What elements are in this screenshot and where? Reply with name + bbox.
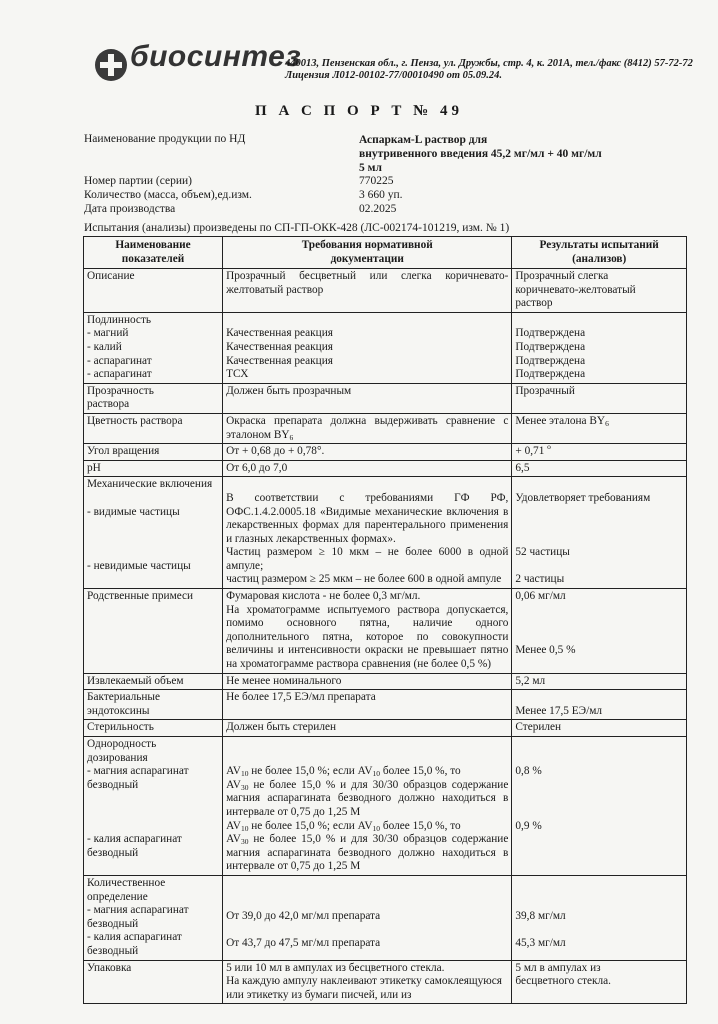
table-row [84,960,687,1004]
row-requirement: Не более 17,5 ЕЭ/мл препарата [223,690,512,720]
table-header-row [84,237,687,269]
quantity-label: Количество (масса, объем),ед.изм. [84,189,252,201]
spec-table [83,236,687,1004]
tests-line: Испытания (анализы) произведены по СП-ГП-ОКК-428 (ЛС-002174-101219, изм. № 1) [84,222,510,234]
row-result: Менее эталона $BY_6$ [512,413,687,443]
table-row [84,460,687,477]
row-requirement: Должен быть стерилен [223,720,512,737]
header-requirements: Требования нормативной документации [223,237,512,269]
row-name: Бактериальные эндотоксины [84,690,223,720]
row-requirement: Качественная реакция Качественная реакция Качественная реакция ТСХ [223,312,512,383]
row-requirement: 5 или 10 мл в ампулах из бесцветного стекла. На каждую ампулу наклеивают этикетку самоклеящуюся или этикетку из бумаги писчей, или из [223,960,512,1004]
batch-value: 770225 [359,175,394,187]
product-label: Наименование продукции по НД [84,133,246,145]
license-line: Лицензия Л012-00102-77/00010490 от 05.09.24. [285,70,502,81]
row-result: Стерилен [512,720,687,737]
row-result: Прозрачный [512,383,687,413]
date-value: 02.2025 [359,203,397,215]
row-requirement: Не менее номинального [223,673,512,690]
table-row [84,477,687,589]
row-name: Прозрачность раствора [84,383,223,413]
page-title: П А С П О Р Т № 49 [255,103,463,119]
table-row [84,413,687,443]
company-logo-icon [94,48,128,82]
row-result: 39,8 мг/мл 45,3 мг/мл [512,875,687,960]
row-name: Цветность раствора [84,413,223,443]
product-line: 5 мл [359,162,382,174]
row-result: 5 мл в ампулах из бесцветного стекла. [512,960,687,1004]
table-row [84,673,687,690]
row-result: Менее 17,5 ЕЭ/мл [512,690,687,720]
table-row [84,720,687,737]
row-requirement: Прозрачный бесцветный или слегка коричневато-желтоватый раствор [223,269,512,313]
header-results: Результаты испытаний (анализов) [512,237,687,269]
company-address [285,58,693,82]
table-row [84,589,687,674]
row-name: Подлинность - магний - калий - аспарагинат - аспарагинат [84,312,223,383]
header-name: Наименование показателей [84,237,223,269]
row-name: Описание [84,269,223,313]
row-result: Удовлетворяет требованиям 52 частицы 2 частицы [512,477,687,589]
table-row [84,269,687,313]
date-label: Дата производства [84,203,176,215]
company-name: биосинтез [130,40,302,73]
row-name: Угол вращения [84,444,223,461]
address-line: 440013, Пензенская обл., г. Пенза, ул. Дружбы, стр. 4, к. 201А, тел./факс (8412) 57-72-72 [285,58,693,69]
quantity-value: 3 660 уп. [359,189,403,201]
table-row [84,690,687,720]
product-line: внутривенного введения 45,2 мг/мл + 40 мг/мл [359,148,602,160]
row-name: pH [84,460,223,477]
product-line: Аспаркам-L раствор для [359,134,488,146]
row-result: 6,5 [512,460,687,477]
row-name: Родственные примеси [84,589,223,674]
row-name: Извлекаемый объем [84,673,223,690]
row-result: + 0,71 $^o$ [512,444,687,461]
row-requirement: От 39,0 до 42,0 мг/мл препарата От 43,7 до 47,5 мг/мл препарата [223,875,512,960]
row-name: Механические включения - видимые частицы - невидимые частицы [84,477,223,589]
batch-label: Номер партии (серии) [84,175,192,187]
row-result: Прозрачный слегка коричневато-желтоватый раствор [512,269,687,313]
row-requirement: В соответствии с требованиями ГФ РФ, ОФС.1.4.2.0005.18 «Видимые механические включения в лекарственных формах для парентерального применения и глазных лекарственных формах». Частиц размером ≥ 10 мкм – не более 6000 в одной ампуле; частиц размером ≥ 25 мкм – не более 600 в одной ампуле [223,477,512,589]
row-requirement: От 6,0 до 7,0 [223,460,512,477]
table-row [84,383,687,413]
row-result: 0,8 % 0,9 % [512,737,687,876]
row-name: Количественное определение - магния аспарагинат безводный - калия аспарагинат безводный [84,875,223,960]
row-name: Стерильность [84,720,223,737]
row-name: Однородность дозирования - магния аспарагинат безводный - калия аспарагинат безводный [84,737,223,876]
table-row [84,737,687,876]
row-result: Подтверждена Подтверждена Подтверждена Подтверждена [512,312,687,383]
table-row [84,875,687,960]
row-result: 5,2 мл [512,673,687,690]
row-requirement: Должен быть прозрачным [223,383,512,413]
row-requirement: Фумаровая кислота - не более 0,3 мг/мл. На хроматограмме испытуемого раствора допускается, помимо основного пятна, наличие одного дополнительного пятна, которое по совокупности величины и интенсивности окраски не превышает пятно на хроматограмме раствора сравнения (не более 0,5 %) [223,589,512,674]
row-name: Упаковка [84,960,223,1004]
row-requirement: Окраска препарата должна выдерживать сравнение с эталоном $BY_6$ [223,413,512,443]
row-requirement: От + 0,68 до + 0,78°. [223,444,512,461]
row-requirement: $AV_{10}$ не более 15,0 %; если $AV_{10}$ более 15,0 %, то $AV_{30}$ не более 15,0 % и для 30/30 образцов содержание магния аспарагината безводного должно находиться в интервале от 0,75 до 1,25 М $AV_{10}$ не более 15,0 %; если $AV_{10}$ более 15,0 %, то $AV_{30}$ не более 15,0 % и для 30/30 образцов содержание магния аспарагината безводного должно находиться в интервале от 0,75 до 1,25 М [223,737,512,876]
product-name [359,133,649,175]
table-row [84,312,687,383]
table-row [84,444,687,461]
row-result: 0,06 мг/мл Менее 0,5 % [512,589,687,674]
